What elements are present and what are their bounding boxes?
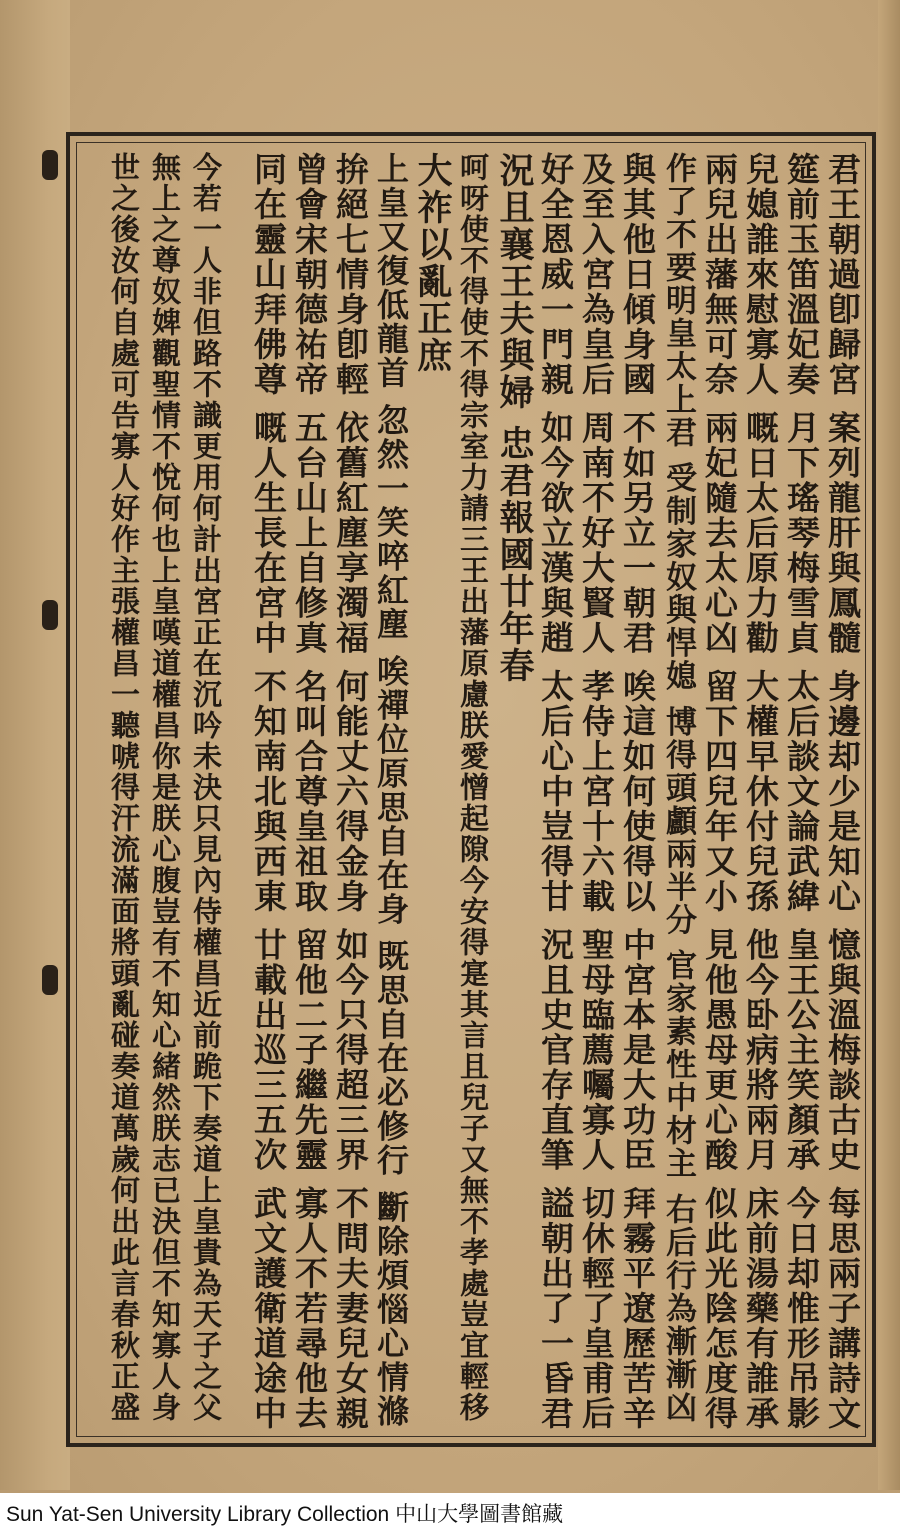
binding-hole: [42, 600, 58, 630]
text-column: 君王朝過卽歸宮 案列龍肝與鳳髓 身邊却少是知心 憶與溫梅談古史 每思兩子講詩文: [823, 152, 862, 1431]
text-column: 好全恩威一門親 如今欲立漢與趙 太后心中豈得甘 況且史官存直筆 謚朝出了一昏君: [536, 152, 575, 1431]
text-column: 兩兒出藩無可奈 兩妃隨去太心凶 留下四兒年又小 見他愚母更心酸 似此光陰怎度得: [700, 152, 739, 1431]
collection-footer: [0, 1493, 900, 1529]
text-column: 筵前玉笛溫妃奏 月下瑤琴梅雪貞 太后談文論武緯 皇王公主笑顏承 今日却惟形吊影: [782, 152, 821, 1431]
text-column: 拚絕七情身卽輕 依舊紅塵享濁福 何能丈六得金身 如今只得超三界 不問夫妻兒女親: [331, 152, 370, 1431]
text-column: 況且襄王夫與婦 忠君報國廿年春: [494, 152, 535, 685]
page-edge: [878, 0, 900, 1490]
text-column: 及至入宮為皇后 周南不好大賢人 孝侍上宮十六載 聖母臨薦囑寡人 切休輕了皇甫后: [577, 152, 616, 1431]
binding-margin: [0, 0, 70, 1490]
text-column: 呵呀使不得使不得宗室力請三王出藩原慮朕愛憎起隙今安得寔其言且兒子又無不孝處豈宜輕移: [456, 152, 490, 1423]
binding-hole: [42, 150, 58, 180]
collection-credit: Sun Yat-Sen University Library Collection 中山大學圖書館藏: [6, 1503, 564, 1526]
text-column: 同在靈山拜佛尊 嘅人生長在宮中 不知南北與西東 廿載出巡三五次 武文護衛道途中: [249, 152, 288, 1431]
text-column: 上皇又復低龍首 忽然一笑啐紅塵 唉禪位原思自在身 既思自在必修行 斷除煩惱心情滌: [372, 152, 410, 1429]
text-column: 作了不要明皇太上君 受制家奴與悍媳 博得頭顱兩半分 官家素性中材主 右后行為漸漸凶: [660, 152, 696, 1425]
binding-hole: [42, 965, 58, 995]
text-column: 曾會宋朝德祐帝 五台山上自修真 名叫合尊皇祖取 留他二子繼先靈 寡人不若尋他去: [290, 152, 329, 1431]
text-column: 兒媳誰來慰寡人 嘅日太后原力勸 大權早休付兒孫 他今卧病將兩月 床前湯藥有誰承: [741, 152, 780, 1431]
text-column: 大祚以亂正庶: [412, 152, 453, 374]
text-column: 今若一人非但路不識更用何計出宮正在沉吟未決只見內侍權昌近前跪下奏道上皇貴為天子之父: [189, 152, 223, 1423]
text-column: 無上之尊奴婢觀聖情不悅何也上皇嘆道權昌你是朕心腹豈有不知心緒然朕志已決但不知寡人身: [148, 152, 182, 1423]
text-column: 世之後汝何自處可告寡人好作主張權昌一聽唬得汗流滿面將頭亂碰奏道萬歲何出此言春秋正盛: [107, 152, 141, 1423]
text-column: 與其他日傾身國 不如另立一朝君 唉這如何使得以 中宮本是大功臣 拜霧平遼歷苦辛: [618, 152, 657, 1431]
